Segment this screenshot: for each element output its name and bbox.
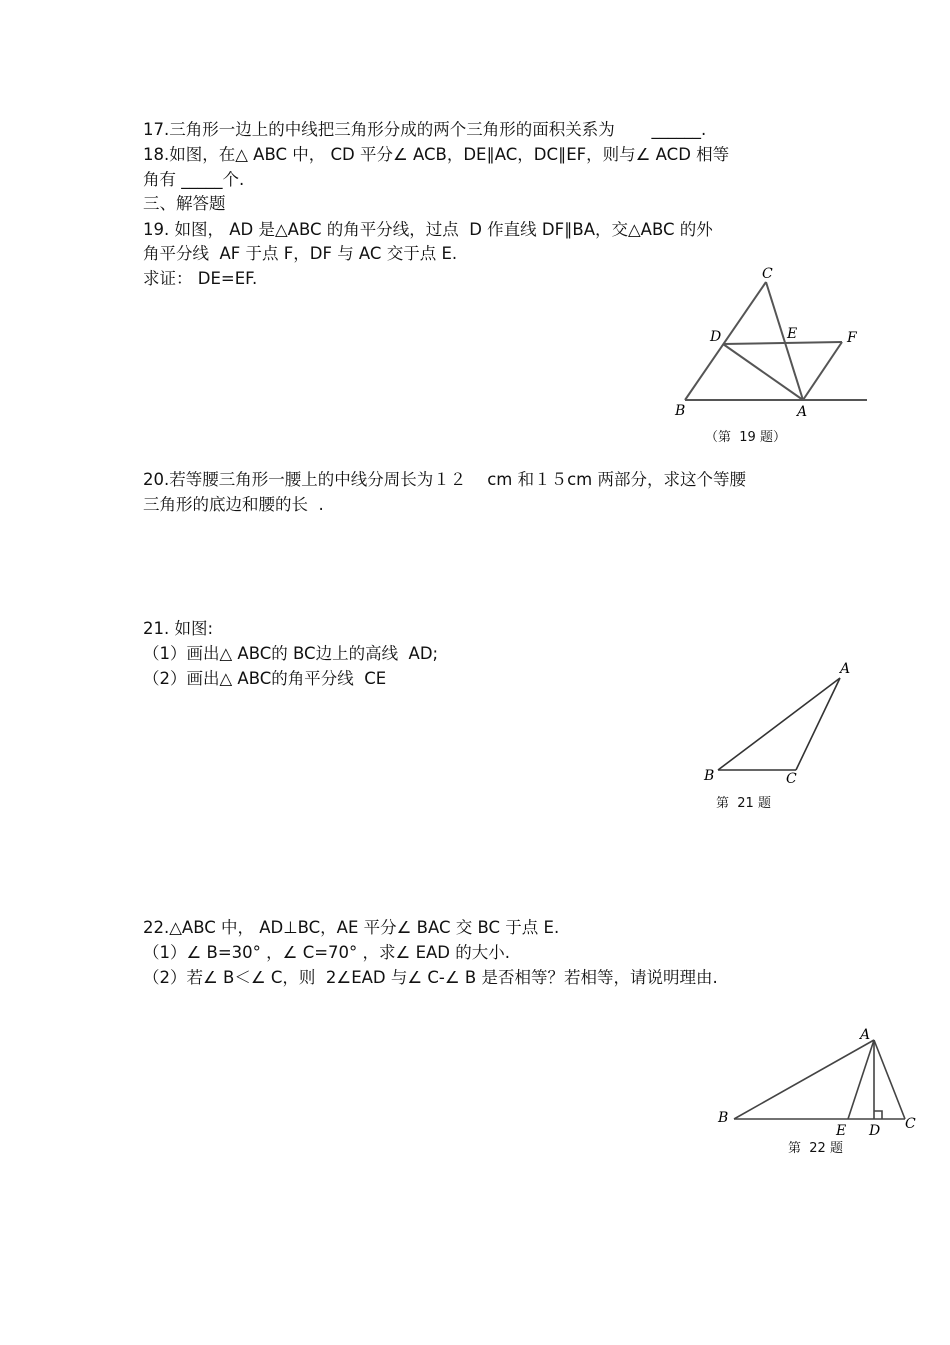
- q22-line-2: （1）∠ B=30° ，∠ C=70° ，求∠ EAD 的大小.: [143, 943, 510, 962]
- q21-label-b: B: [704, 768, 715, 784]
- q19-line-bc: [685, 282, 766, 400]
- q22-right-angle-mark: [874, 1111, 882, 1119]
- q19-label-a: A: [797, 404, 808, 420]
- q22-line-1: 22.△ABC 中， AD⊥BC，AE 平分∠ BAC 交 BC 于点 E.: [143, 918, 560, 937]
- q20-line-1: 20.若等腰三角形一腰上的中线分周长为１２ cm 和１５cm 两部分，求这个等腰: [143, 470, 746, 489]
- q18-line-1: 18.如图，在△ ABC 中， CD 平分∠ ACB，DE∥AC，DC∥EF，则与∠ ACD 相等: [143, 145, 730, 164]
- q19-label-b: B: [675, 403, 686, 419]
- q22-figure: [712, 1022, 922, 1142]
- q21-line-ba: [718, 678, 840, 770]
- q21-figure: [700, 658, 860, 788]
- q19-diagram: [670, 262, 875, 422]
- q19-label-c: C: [762, 266, 773, 282]
- q22-label-a: A: [860, 1027, 871, 1043]
- q19-label-e: E: [787, 326, 798, 342]
- section-heading: 三、解答题: [143, 194, 226, 213]
- q19-line-2: 角平分线 AF 于点 F，DF 与 AC 交于点 E.: [143, 244, 458, 263]
- q22-line-ba: [734, 1040, 874, 1119]
- q22-caption: 第 22 题: [788, 1141, 843, 1156]
- q19-label-d: D: [710, 329, 722, 345]
- q19-line-1: 19. 如图， AD 是△ABC 的角平分线，过点 D 作直线 DF∥BA，交△ABC 的外: [143, 220, 713, 239]
- q21-label-a: A: [840, 661, 851, 677]
- q19-line-df: [723, 342, 842, 344]
- q21-line-ca: [796, 678, 840, 770]
- q22-diagram: [712, 1022, 922, 1142]
- q19-line-da: [723, 344, 803, 400]
- q19-line-3: 求证： DE=EF.: [143, 269, 258, 288]
- q19-line-ca: [766, 282, 803, 400]
- q17-line-1: 17.三角形一边上的中线把三角形分成的两个三角形的面积关系为 ______.: [143, 120, 707, 139]
- q22-label-d: D: [869, 1123, 881, 1139]
- q19-line-fa: [803, 342, 842, 400]
- q22-label-e: E: [836, 1123, 847, 1139]
- q22-line-3: （2）若∠ B＜∠ C，则 2∠EAD 与∠ C-∠ B 是否相等？若相等，请说明理由.: [143, 968, 718, 987]
- q22-line-ac: [874, 1040, 905, 1119]
- q20-line-2: 三角形的底边和腰的长 .: [143, 495, 324, 514]
- q21-line-2: （1）画出△ ABC的 BC边上的高线 AD;: [143, 644, 439, 663]
- q19-label-f: F: [847, 330, 857, 346]
- q21-label-c: C: [786, 771, 797, 787]
- q22-label-b: B: [718, 1110, 729, 1126]
- q21-caption: 第 21 题: [716, 796, 771, 811]
- q21-line-1: 21. 如图:: [143, 619, 214, 638]
- q19-figure: [670, 262, 875, 422]
- q18-line-2: 角有 _____个.: [143, 170, 245, 189]
- q22-label-c: C: [905, 1116, 916, 1132]
- q21-line-3: （2）画出△ ABC的角平分线 CE: [143, 669, 387, 688]
- q21-diagram: [700, 658, 860, 788]
- q19-caption: （第 19 题）: [705, 430, 786, 445]
